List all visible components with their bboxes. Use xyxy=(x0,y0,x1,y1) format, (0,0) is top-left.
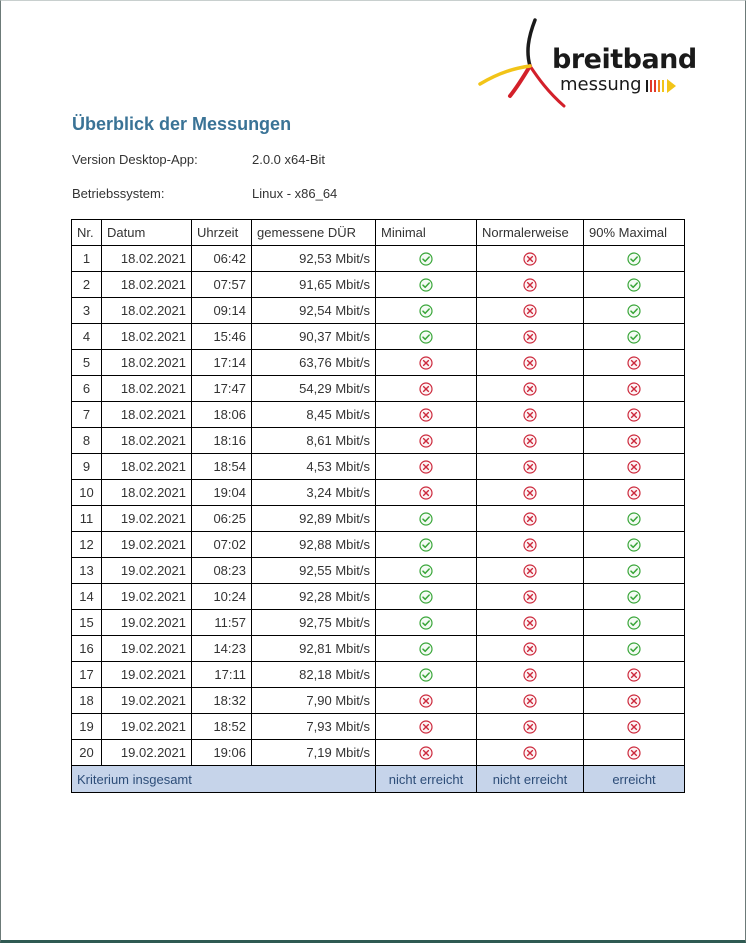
cell-norm-status xyxy=(477,454,584,480)
cell-measured-speed: 91,65 Mbit/s xyxy=(252,272,376,298)
cell-nr: 17 xyxy=(72,662,102,688)
check-circle-icon xyxy=(589,564,679,578)
table-row xyxy=(72,610,685,636)
meta-value-os: Linux - x86_64 xyxy=(252,186,338,201)
logo-word-breitband: breitband xyxy=(552,44,697,75)
summary-label: Kriterium insgesamt xyxy=(72,766,376,793)
cell-measured-speed: 8,61 Mbit/s xyxy=(252,428,376,454)
cross-circle-icon xyxy=(381,408,471,422)
summary-normal: nicht erreicht xyxy=(477,766,584,793)
cell-date: 19.02.2021 xyxy=(102,584,192,610)
cross-circle-icon xyxy=(482,720,578,734)
cell-max-status xyxy=(584,454,685,480)
cell-measured-speed: 54,29 Mbit/s xyxy=(252,376,376,402)
cross-circle-icon xyxy=(482,668,578,682)
cell-norm-status xyxy=(477,324,584,350)
cross-circle-icon xyxy=(482,642,578,656)
cell-date: 19.02.2021 xyxy=(102,662,192,688)
cell-min-status xyxy=(376,610,477,636)
cell-date: 19.02.2021 xyxy=(102,532,192,558)
cross-circle-icon xyxy=(381,434,471,448)
check-circle-icon xyxy=(381,642,471,656)
cell-max-status xyxy=(584,298,685,324)
table-row xyxy=(72,376,685,402)
table-row xyxy=(72,584,685,610)
cell-date: 18.02.2021 xyxy=(102,350,192,376)
table-row xyxy=(72,714,685,740)
cell-nr: 20 xyxy=(72,740,102,766)
cell-measured-speed: 4,53 Mbit/s xyxy=(252,454,376,480)
cross-circle-icon xyxy=(381,460,471,474)
table-row xyxy=(72,506,685,532)
cross-circle-icon xyxy=(482,252,578,266)
check-circle-icon xyxy=(381,616,471,630)
table-row xyxy=(72,480,685,506)
cell-norm-status xyxy=(477,506,584,532)
cell-measured-speed: 3,24 Mbit/s xyxy=(252,480,376,506)
table-row xyxy=(72,272,685,298)
cell-min-status xyxy=(376,272,477,298)
cell-norm-status xyxy=(477,350,584,376)
check-circle-icon xyxy=(589,512,679,526)
cell-nr: 4 xyxy=(72,324,102,350)
cross-circle-icon xyxy=(589,356,679,370)
cross-circle-icon xyxy=(482,382,578,396)
cell-nr: 8 xyxy=(72,428,102,454)
cross-circle-icon xyxy=(589,668,679,682)
cross-circle-icon xyxy=(589,382,679,396)
cell-measured-speed: 7,19 Mbit/s xyxy=(252,740,376,766)
cell-time: 18:54 xyxy=(192,454,252,480)
summary-max: erreicht xyxy=(584,766,685,793)
cross-circle-icon xyxy=(589,746,679,760)
cell-min-status xyxy=(376,246,477,272)
table-row xyxy=(72,558,685,584)
cell-date: 18.02.2021 xyxy=(102,454,192,480)
table-row xyxy=(72,688,685,714)
cell-max-status xyxy=(584,636,685,662)
cell-max-status xyxy=(584,506,685,532)
cell-min-status xyxy=(376,740,477,766)
check-circle-icon xyxy=(381,278,471,292)
cell-max-status xyxy=(584,714,685,740)
cell-norm-status xyxy=(477,662,584,688)
table-row xyxy=(72,324,685,350)
cell-min-status xyxy=(376,350,477,376)
cell-date: 18.02.2021 xyxy=(102,246,192,272)
cross-circle-icon xyxy=(589,720,679,734)
measurements-table xyxy=(71,219,685,793)
cell-nr: 19 xyxy=(72,714,102,740)
cell-min-status xyxy=(376,558,477,584)
cell-max-status xyxy=(584,740,685,766)
cell-time: 07:02 xyxy=(192,532,252,558)
check-circle-icon xyxy=(381,304,471,318)
cell-time: 08:23 xyxy=(192,558,252,584)
cell-nr: 9 xyxy=(72,454,102,480)
check-circle-icon xyxy=(589,252,679,266)
cell-norm-status xyxy=(477,740,584,766)
cell-norm-status xyxy=(477,246,584,272)
cell-max-status xyxy=(584,532,685,558)
cell-min-status xyxy=(376,506,477,532)
cross-circle-icon xyxy=(482,460,578,474)
summary-minimal: nicht erreicht xyxy=(376,766,477,793)
header-max: 90% Maximal xyxy=(584,220,685,246)
cell-max-status xyxy=(584,584,685,610)
cell-min-status xyxy=(376,584,477,610)
cell-date: 18.02.2021 xyxy=(102,376,192,402)
cell-min-status xyxy=(376,714,477,740)
cell-max-status xyxy=(584,246,685,272)
cell-nr: 7 xyxy=(72,402,102,428)
cell-norm-status xyxy=(477,532,584,558)
cell-min-status xyxy=(376,324,477,350)
cell-time: 09:14 xyxy=(192,298,252,324)
cross-circle-icon xyxy=(482,694,578,708)
cell-min-status xyxy=(376,454,477,480)
cell-time: 19:04 xyxy=(192,480,252,506)
table-row xyxy=(72,298,685,324)
cell-date: 18.02.2021 xyxy=(102,428,192,454)
table-row xyxy=(72,246,685,272)
cross-circle-icon xyxy=(482,616,578,630)
check-circle-icon xyxy=(381,668,471,682)
cell-date: 18.02.2021 xyxy=(102,272,192,298)
cell-max-status xyxy=(584,324,685,350)
check-circle-icon xyxy=(589,642,679,656)
cell-time: 18:06 xyxy=(192,402,252,428)
cell-measured-speed: 92,75 Mbit/s xyxy=(252,610,376,636)
table-row xyxy=(72,428,685,454)
header-normal: Normalerweise xyxy=(477,220,584,246)
cross-circle-icon xyxy=(589,434,679,448)
cell-time: 10:24 xyxy=(192,584,252,610)
cell-min-status xyxy=(376,662,477,688)
cell-min-status xyxy=(376,532,477,558)
cell-norm-status xyxy=(477,688,584,714)
cell-date: 19.02.2021 xyxy=(102,740,192,766)
cross-circle-icon xyxy=(482,538,578,552)
check-circle-icon xyxy=(381,512,471,526)
header-nr: Nr. xyxy=(72,220,102,246)
cell-date: 19.02.2021 xyxy=(102,688,192,714)
cell-norm-status xyxy=(477,636,584,662)
cell-nr: 13 xyxy=(72,558,102,584)
summary-row xyxy=(72,766,685,793)
check-circle-icon xyxy=(381,564,471,578)
cross-circle-icon xyxy=(381,694,471,708)
cell-norm-status xyxy=(477,558,584,584)
cell-max-status xyxy=(584,480,685,506)
table-row xyxy=(72,662,685,688)
cell-nr: 14 xyxy=(72,584,102,610)
cross-circle-icon xyxy=(482,746,578,760)
cross-circle-icon xyxy=(482,512,578,526)
cross-circle-icon xyxy=(381,720,471,734)
cell-norm-status xyxy=(477,402,584,428)
check-circle-icon xyxy=(589,616,679,630)
table-row xyxy=(72,740,685,766)
cell-date: 19.02.2021 xyxy=(102,610,192,636)
cell-min-status xyxy=(376,298,477,324)
cell-time: 18:32 xyxy=(192,688,252,714)
cell-time: 15:46 xyxy=(192,324,252,350)
cell-date: 19.02.2021 xyxy=(102,506,192,532)
table-row xyxy=(72,532,685,558)
cell-measured-speed: 92,53 Mbit/s xyxy=(252,246,376,272)
cell-nr: 10 xyxy=(72,480,102,506)
cell-measured-speed: 63,76 Mbit/s xyxy=(252,350,376,376)
cross-circle-icon xyxy=(589,694,679,708)
logo-word-messung: messung xyxy=(560,74,642,95)
cell-measured-speed: 92,81 Mbit/s xyxy=(252,636,376,662)
cell-nr: 16 xyxy=(72,636,102,662)
table-row xyxy=(72,350,685,376)
cross-circle-icon xyxy=(381,356,471,370)
cell-date: 18.02.2021 xyxy=(102,480,192,506)
cross-circle-icon xyxy=(381,382,471,396)
cell-date: 19.02.2021 xyxy=(102,714,192,740)
cell-measured-speed: 92,54 Mbit/s xyxy=(252,298,376,324)
cell-max-status xyxy=(584,402,685,428)
cell-time: 17:47 xyxy=(192,376,252,402)
check-circle-icon xyxy=(381,590,471,604)
cell-nr: 1 xyxy=(72,246,102,272)
cell-norm-status xyxy=(477,480,584,506)
header-minimal: Minimal xyxy=(376,220,477,246)
cell-nr: 11 xyxy=(72,506,102,532)
cell-time: 06:42 xyxy=(192,246,252,272)
cell-time: 14:23 xyxy=(192,636,252,662)
table-row xyxy=(72,402,685,428)
cell-nr: 15 xyxy=(72,610,102,636)
table-header-row xyxy=(72,220,685,246)
check-circle-icon xyxy=(589,590,679,604)
cell-max-status xyxy=(584,350,685,376)
cell-measured-speed: 92,89 Mbit/s xyxy=(252,506,376,532)
meta-label-version: Version Desktop-App: xyxy=(72,152,198,167)
cell-time: 19:06 xyxy=(192,740,252,766)
cell-time: 18:16 xyxy=(192,428,252,454)
meta-value-version: 2.0.0 x64-Bit xyxy=(252,152,325,167)
cross-circle-icon xyxy=(482,408,578,422)
cell-time: 07:57 xyxy=(192,272,252,298)
cell-norm-status xyxy=(477,376,584,402)
cell-time: 06:25 xyxy=(192,506,252,532)
cell-max-status xyxy=(584,688,685,714)
cell-nr: 2 xyxy=(72,272,102,298)
cell-max-status xyxy=(584,428,685,454)
cross-circle-icon xyxy=(482,590,578,604)
cell-nr: 3 xyxy=(72,298,102,324)
cross-circle-icon xyxy=(482,304,578,318)
cell-norm-status xyxy=(477,298,584,324)
breitbandmessung-logo xyxy=(478,18,697,110)
cell-measured-speed: 92,88 Mbit/s xyxy=(252,532,376,558)
check-circle-icon xyxy=(381,538,471,552)
cell-norm-status xyxy=(477,428,584,454)
check-circle-icon xyxy=(381,252,471,266)
page-title: Überblick der Messungen xyxy=(72,114,292,134)
cell-min-status xyxy=(376,480,477,506)
cell-max-status xyxy=(584,376,685,402)
cell-measured-speed: 8,45 Mbit/s xyxy=(252,402,376,428)
cell-time: 18:52 xyxy=(192,714,252,740)
cross-circle-icon xyxy=(482,278,578,292)
cell-measured-speed: 82,18 Mbit/s xyxy=(252,662,376,688)
cell-time: 17:14 xyxy=(192,350,252,376)
cell-min-status xyxy=(376,376,477,402)
cross-circle-icon xyxy=(482,330,578,344)
cell-max-status xyxy=(584,610,685,636)
cross-circle-icon xyxy=(589,408,679,422)
cell-min-status xyxy=(376,636,477,662)
check-circle-icon xyxy=(589,538,679,552)
cell-date: 19.02.2021 xyxy=(102,636,192,662)
check-circle-icon xyxy=(589,304,679,318)
cell-measured-speed: 7,90 Mbit/s xyxy=(252,688,376,714)
check-circle-icon xyxy=(589,278,679,292)
meta-label-os: Betriebssystem: xyxy=(72,186,165,201)
check-circle-icon xyxy=(589,330,679,344)
cell-date: 18.02.2021 xyxy=(102,324,192,350)
cell-date: 18.02.2021 xyxy=(102,298,192,324)
cross-circle-icon xyxy=(482,564,578,578)
header-time: Uhrzeit xyxy=(192,220,252,246)
cell-norm-status xyxy=(477,610,584,636)
cell-measured-speed: 92,28 Mbit/s xyxy=(252,584,376,610)
cross-circle-icon xyxy=(482,486,578,500)
cell-nr: 12 xyxy=(72,532,102,558)
table-row xyxy=(72,454,685,480)
cross-circle-icon xyxy=(381,486,471,500)
cell-norm-status xyxy=(477,714,584,740)
cell-measured-speed: 90,37 Mbit/s xyxy=(252,324,376,350)
cross-circle-icon xyxy=(482,356,578,370)
header-date: Datum xyxy=(102,220,192,246)
cell-date: 18.02.2021 xyxy=(102,402,192,428)
cell-max-status xyxy=(584,558,685,584)
header-measured-speed: gemessene DÜR xyxy=(252,220,376,246)
cell-max-status xyxy=(584,272,685,298)
cell-min-status xyxy=(376,402,477,428)
cross-circle-icon xyxy=(381,746,471,760)
cell-measured-speed: 92,55 Mbit/s xyxy=(252,558,376,584)
table-row xyxy=(72,636,685,662)
cell-measured-speed: 7,93 Mbit/s xyxy=(252,714,376,740)
cross-circle-icon xyxy=(482,434,578,448)
cell-min-status xyxy=(376,688,477,714)
cell-time: 11:57 xyxy=(192,610,252,636)
cell-nr: 5 xyxy=(72,350,102,376)
cell-min-status xyxy=(376,428,477,454)
cell-date: 19.02.2021 xyxy=(102,558,192,584)
check-circle-icon xyxy=(381,330,471,344)
cell-nr: 6 xyxy=(72,376,102,402)
cross-circle-icon xyxy=(589,460,679,474)
cell-norm-status xyxy=(477,584,584,610)
cell-max-status xyxy=(584,662,685,688)
cell-time: 17:11 xyxy=(192,662,252,688)
cell-nr: 18 xyxy=(72,688,102,714)
cell-norm-status xyxy=(477,272,584,298)
cross-circle-icon xyxy=(589,486,679,500)
